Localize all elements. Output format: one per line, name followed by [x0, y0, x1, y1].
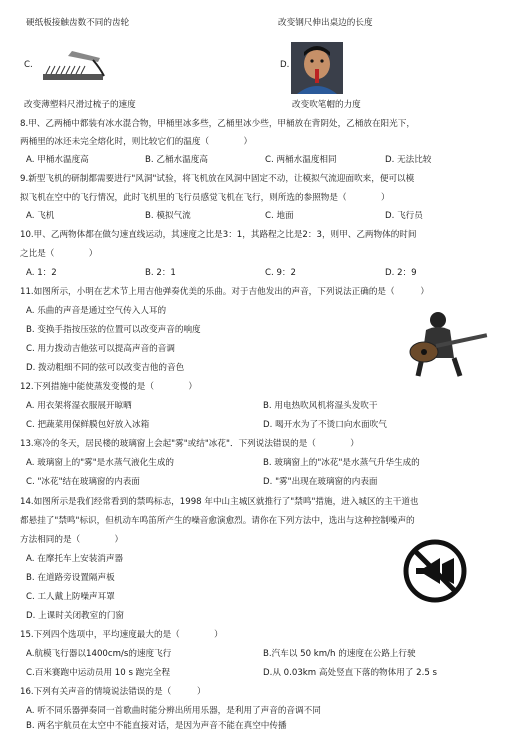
- q12-stem: 12.下列措施中能使蒸发变慢的是（ ）: [20, 382, 197, 392]
- q15-option-d: D.从 0.03km 高处竖直下落的物体用了 2.5 s: [263, 668, 438, 678]
- q10-option-d: D. 2：9: [385, 268, 417, 278]
- figure-d-label: D.: [280, 60, 290, 70]
- figure-d-caption: 改变吹笔帽的力度: [292, 100, 361, 110]
- q8-option-c: C. 两桶水温度相同: [265, 155, 337, 165]
- q9-stem-line1: 9.新型飞机的研制都需要进行"风洞"试验，将飞机放在风洞中固定不动，让模拟气流迎面吹来，便可以模: [20, 174, 415, 184]
- q14-option-b: B. 在道路旁设置隔声板: [26, 573, 115, 583]
- q12-option-c: C. 把蔬菜用保鲜膜包好放入冰箱: [26, 420, 150, 430]
- q14-stem-line3: 方法相同的是（ ）: [20, 535, 124, 545]
- no-honking-sign-icon: [402, 538, 468, 604]
- q10-option-c: C. 9：2: [265, 268, 296, 278]
- q12-option-b: B. 用电热吹风机将湿头发吹干: [263, 401, 378, 411]
- q13-option-b: B. 玻璃窗上的"冰花"是水蒸气升华生成的: [263, 458, 420, 468]
- q16-option-b: B. 两名宇航员在太空中不能直接对话，是因为声音不能在真空中传播: [26, 721, 287, 731]
- q11-option-a: A. 乐曲的声音是通过空气传入人耳的: [26, 306, 167, 316]
- q12-option-a: A. 用衣架将湿衣服展开晾晒: [26, 401, 132, 411]
- boy-blowing-pen-cap-photo: [291, 42, 343, 94]
- q16-stem: 16.下列有关声音的情境说法错误的是（ ）: [20, 687, 206, 697]
- q13-option-c: C. "冰花"结在玻璃窗的内表面: [26, 477, 140, 487]
- q13-option-a: A. 玻璃窗上的"雾"是水蒸气液化生成的: [26, 458, 175, 468]
- q14-option-d: D. 上课时关闭教室的门窗: [26, 611, 125, 621]
- q8-option-d: D. 无法比较: [385, 155, 432, 165]
- q14-stem-line1: 14.如图所示是我们经常看到的禁鸣标志，1998 年中山主城区就推行了"禁鸣"措施，进入城区的主干道也: [20, 497, 419, 507]
- comb-ruler-figure: [38, 48, 108, 88]
- q10-stem-line1: 10.甲、乙两物体都在做匀速直线运动，其速度之比是3：1，其路程之比是2：3，则甲、乙两物体的时间: [20, 230, 417, 240]
- q14-option-a: A. 在摩托车上安装消声器: [26, 554, 124, 564]
- q10-stem-line2: 之比是（ ）: [20, 249, 98, 259]
- q11-option-b: B. 变换手指按压弦的位置可以改变声音的响度: [26, 325, 201, 335]
- q11-option-d: D. 拨动粗细不同的弦可以改变吉他的音色: [26, 363, 185, 373]
- q12-option-d: D. 喝开水为了不烫口向水面吹气: [263, 420, 387, 430]
- q13-stem: 13.寒冷的冬天，居民楼的玻璃窗上会起"雾"或结"冰花"．下列说法错误的是（ ）: [20, 439, 359, 449]
- q15-stem: 15.下列四个选项中，平均速度最大的是（ ）: [20, 630, 223, 640]
- q8-stem-line1: 8.甲、乙两桶中都装有冰水混合物，甲桶里冰多些，乙桶里冰少些，甲桶放在背阴处，乙桶放在阳光下，: [20, 119, 415, 129]
- q15-option-c: C.百米赛跑中运动员用 10 s 跑完全程: [26, 668, 171, 678]
- figure-c-label: C.: [24, 60, 33, 70]
- q14-stem-line2: 都悬挂了"禁鸣"标识，但机动车鸣笛所产生的噪音愈演愈烈。请你在下列方法中，选出与这种控制噪声的: [20, 516, 415, 526]
- guitar-player-photo: [400, 306, 492, 378]
- figure-b-caption: 改变钢尺伸出桌边的长度: [278, 18, 373, 28]
- q15-option-a: A.航模飞行器以1400cm/s的速度飞行: [26, 649, 172, 659]
- figure-c-caption: 改变薄塑料尺滑过梳子的速度: [24, 100, 136, 110]
- q9-stem-line2: 拟飞机在空中的飞行情况，此时飞机里的飞行员感觉飞机在飞行，则所选的参照物是（ ）: [20, 193, 390, 203]
- q9-option-d: D. 飞行员: [385, 211, 423, 221]
- q8-option-a: A. 甲桶水温度高: [26, 155, 89, 165]
- q8-stem-line2: 两桶里的冰还未完全熔化时，则比较它们的温度（ ）: [20, 137, 253, 147]
- q8-option-b: B. 乙桶水温度高: [145, 155, 208, 165]
- figure-a-caption: 硬纸板接触齿数不同的齿轮: [26, 18, 130, 28]
- q9-option-c: C. 地面: [265, 211, 294, 221]
- q16-option-a: A. 听不同乐器弹奏同一首歌曲时能分辨出所用乐器，是利用了声音的音调不同: [26, 706, 321, 716]
- q13-option-d: D. "雾"出现在玻璃窗的内表面: [263, 477, 378, 487]
- q11-option-c: C. 用力拨动吉他弦可以提高声音的音调: [26, 344, 175, 354]
- q11-stem: 11.如图所示，小明在艺术节上用吉他弹奏优美的乐曲。对于吉他发出的声音，下列说法正确的是（ ）: [20, 287, 429, 297]
- q9-option-a: A. 飞机: [26, 211, 55, 221]
- q9-option-b: B. 模拟气流: [145, 211, 191, 221]
- q10-option-b: B. 2：1: [145, 268, 176, 278]
- q14-option-c: C. 工人戴上防噪声耳罩: [26, 592, 115, 602]
- q15-option-b: B.汽车以 50 km/h 的速度在公路上行驶: [263, 649, 416, 659]
- q10-option-a: A. 1：2: [26, 268, 57, 278]
